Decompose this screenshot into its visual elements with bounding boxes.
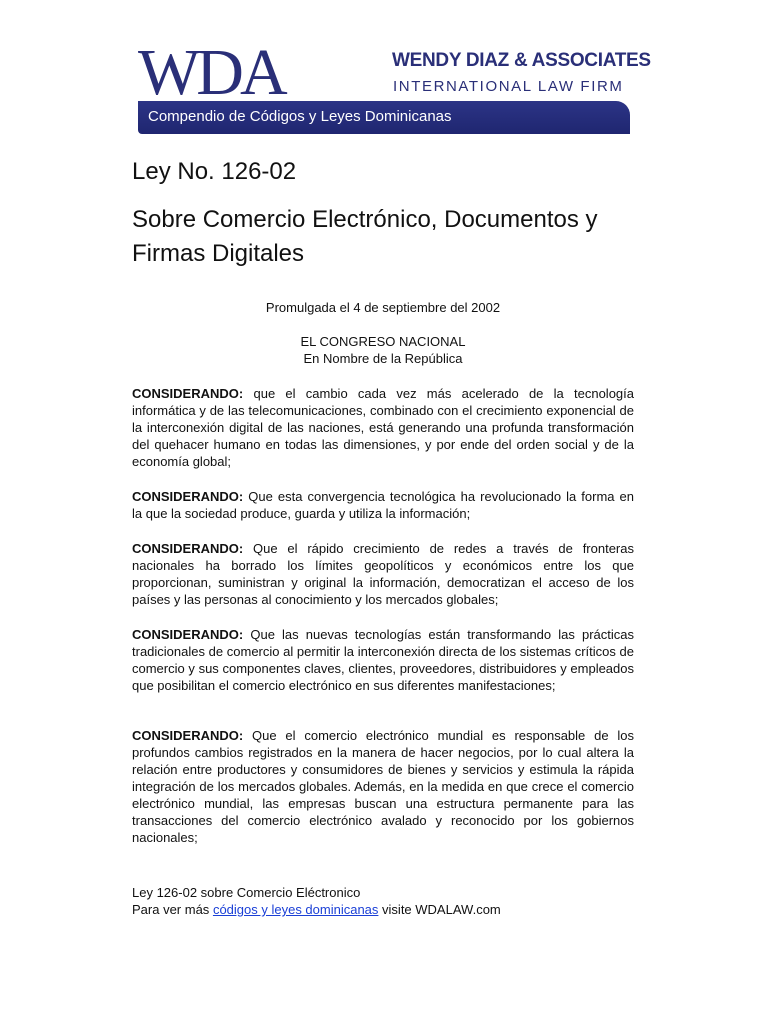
considerando-label: CONSIDERANDO:: [132, 489, 244, 504]
considerando-text: que el cambio cada vez más acelerado de la tecnología informática y de las telecomunicaciones, combinado con el crecimiento exponencial de la interconexión digital de las naciones, está generando una profunda transformación del quehacer humano en todas las dimensiones, y por ende del orden social y de la economía global;: [132, 386, 634, 469]
wda-logo: [138, 38, 298, 100]
law-number: Ley No. 126-02: [132, 158, 297, 185]
in-name-line: En Nombre de la República: [303, 351, 463, 366]
svg-text:WDA: WDA: [138, 38, 284, 100]
promulgation-date: Promulgada el 4 de septiembre del 2002: [265, 300, 501, 315]
footer-visit-line: [132, 902, 501, 917]
considerando-paragraph: [132, 385, 634, 470]
considerando-label: CONSIDERANDO:: [132, 386, 244, 401]
considerando-label: CONSIDERANDO:: [132, 627, 244, 642]
considerando-text: Que esta convergencia tecnológica ha revolucionado la forma en la que la sociedad produce, guarda y utiliza la información;: [132, 489, 634, 521]
considerando-text: Que el comercio electrónico mundial es responsable de los profundos cambios registrados en la manera de hacer negocios, por lo cual altera la relación entre productores y consumidores de bienes y servicios y estimula la rápida integración de los mercados globales. Además, en la medida en que crece el comercio electrónico mundial, las empresas buscan una estructura permanente para las transacciones del comercio electrónico avalado y reconocido por los gobiernos nacionales;: [132, 728, 634, 845]
firm-subtitle: INTERNATIONAL LAW FIRM: [393, 78, 624, 95]
considerando-paragraph: [132, 540, 634, 608]
law-title: Sobre Comercio Electrónico, Documentos y Firmas Digitales: [132, 206, 598, 267]
considerando-paragraph: [132, 488, 634, 522]
considerando-text: Que las nuevas tecnologías están transformando las prácticas tradicionales de comercio al permitir la interconexión directa de los sistemas críticos de comercio y sus componentes claves, clientes, proveedores, distribuidores y empleados que posibilitan el comercio electrónico en sus diferentes manifestaciones;: [132, 627, 634, 693]
congress-heading: EL CONGRESO NACIONAL: [300, 334, 466, 349]
firm-name: WENDY DIAZ & ASSOCIATES: [392, 50, 651, 71]
codes-laws-link[interactable]: códigos y leyes dominicanas: [212, 902, 379, 917]
banner-text: Compendio de Códigos y Leyes Dominicanas: [148, 108, 452, 125]
considerando-paragraph: [132, 727, 634, 846]
considerando-text: Que el rápido crecimiento de redes a través de fronteras nacionales ha borrado los límites geopolíticos y económicos entre los que proporcionan, suministran y original la información, democratizan el acceso de los países y las personas al conocimiento y los mercados globales;: [132, 541, 634, 607]
footer-suffix: visite WDALAW.com: [382, 902, 501, 917]
compendium-banner: [138, 101, 630, 134]
considerando-paragraph: [132, 626, 634, 694]
footer-law-reference: Ley 126-02 sobre Comercio Eléctronico: [132, 885, 361, 900]
considerando-label: CONSIDERANDO:: [132, 541, 244, 556]
footer-prefix: Para ver más: [132, 902, 210, 917]
considerando-label: CONSIDERANDO:: [132, 728, 244, 743]
